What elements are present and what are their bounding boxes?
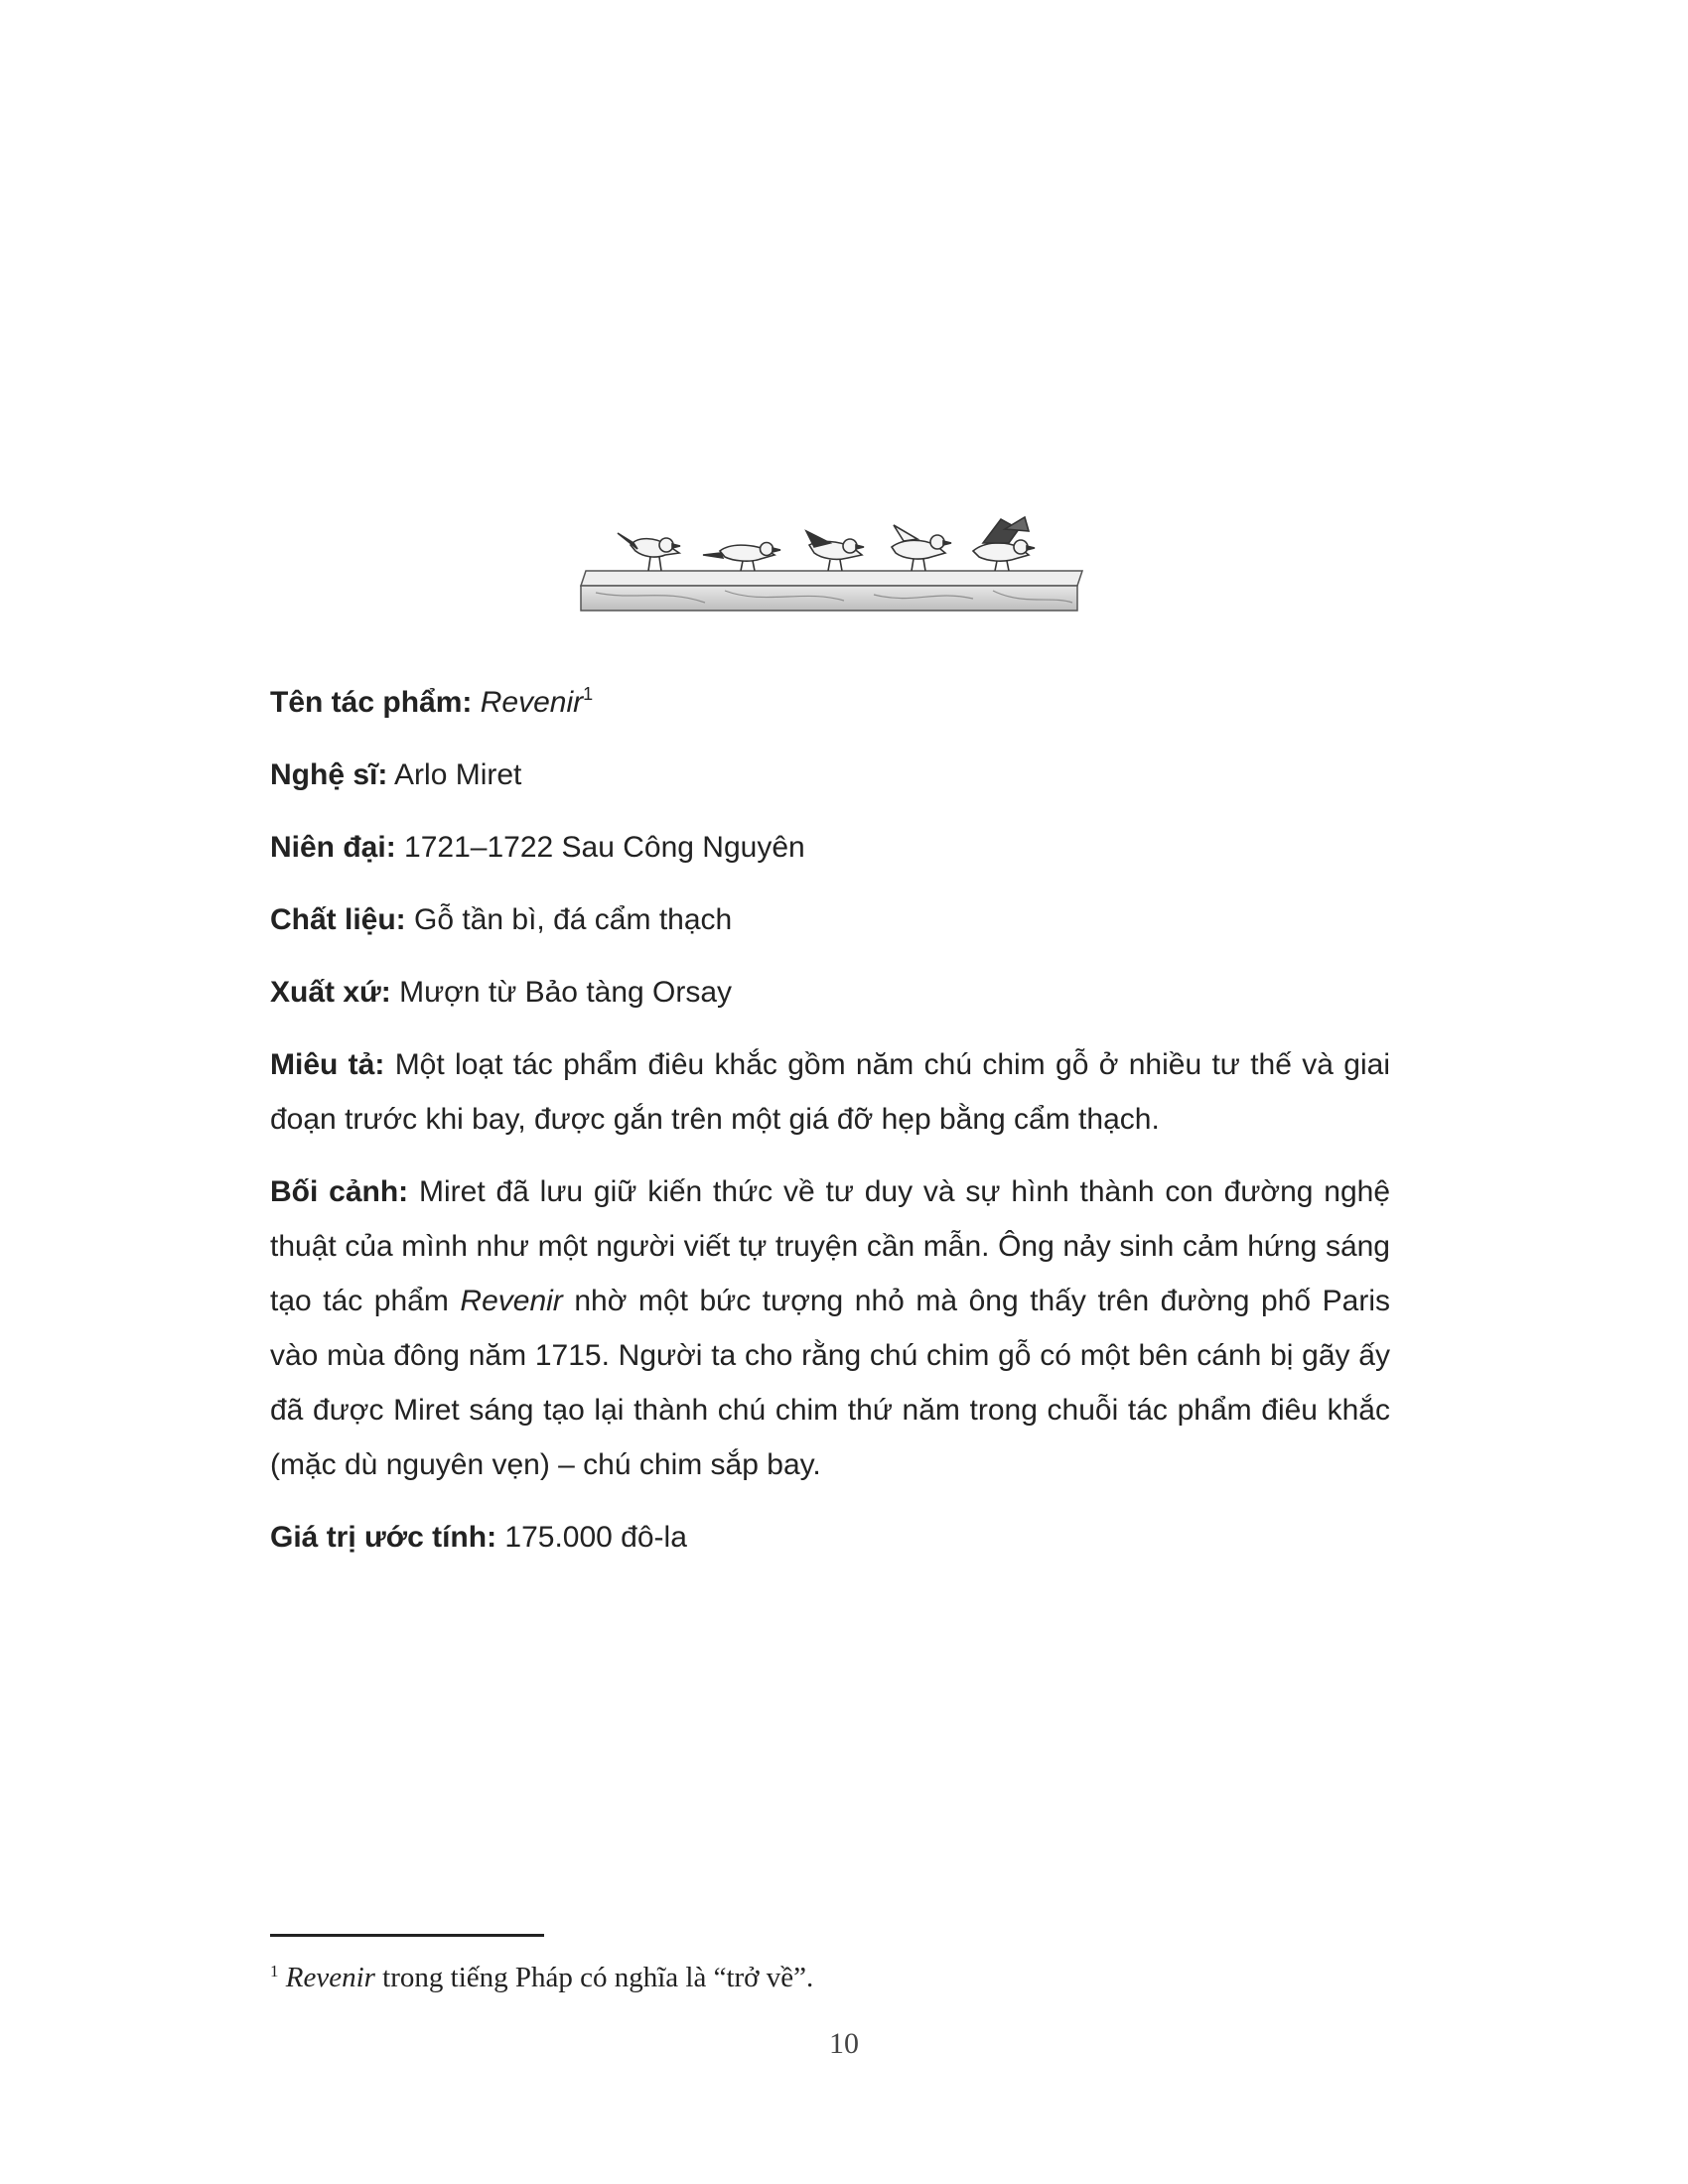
artist-label: Nghệ sĩ:: [270, 758, 388, 791]
material-label: Chất liệu:: [270, 903, 406, 936]
artwork-details: [270, 675, 1390, 1582]
title-field: [270, 675, 1390, 730]
footnote-number: 1: [270, 1962, 279, 1980]
context-label: Bối cảnh:: [270, 1175, 409, 1208]
context-field: [270, 1164, 1390, 1492]
footnote-divider: [270, 1934, 544, 1937]
footnote: [270, 1958, 1263, 1997]
estimated-value-label: Giá trị ước tính:: [270, 1521, 497, 1554]
birds-on-marble-stand-illustration: [576, 511, 1092, 615]
provenance-value: Mượn từ Bảo tàng Orsay: [399, 976, 733, 1009]
bird-5: [973, 517, 1035, 571]
page-number: 10: [829, 2027, 859, 2060]
title-label: Tên tác phẩm:: [270, 686, 473, 719]
date-field: [270, 820, 1390, 875]
bird-3: [806, 531, 864, 571]
context-title: Revenir: [460, 1285, 563, 1317]
date-label: Niên đại:: [270, 831, 396, 864]
footnote-text: trong tiếng Pháp có nghĩa là “trở về”.: [382, 1962, 814, 1993]
context-text-after: nhờ một bức tượng nhỏ mà ông thấy trên đường phố Paris vào mùa đông năm 1715. Người ta cho rằng chú chim gỗ có một bên cánh bị gãy ấy đã được Miret sáng tạo lại thành chú chim thứ năm trong chuỗi tác phẩm điêu khắc (mặc dù nguyên vẹn) – chú chim sắp bay.: [270, 1285, 1390, 1481]
bird-2: [703, 543, 780, 572]
footnote-term: Revenir: [285, 1962, 375, 1993]
footnote-reference[interactable]: 1: [583, 684, 594, 704]
description-field: [270, 1037, 1390, 1147]
bird-1: [618, 533, 680, 571]
estimated-value-field: [270, 1510, 1390, 1565]
artist-value: Arlo Miret: [394, 758, 522, 791]
marble-base: [581, 571, 1082, 611]
material-field: [270, 892, 1390, 947]
provenance-label: Xuất xứ:: [270, 976, 391, 1009]
context-text-before: Miret đã lưu giữ kiến thức về tư duy và sự hình thành con đường nghệ thuật của mình như một người viết tự truyện cần mẫn. Ông nảy sinh cảm hứng sáng tạo tác phẩm: [270, 1175, 1390, 1317]
artist-field: [270, 748, 1390, 802]
description-label: Miêu tả:: [270, 1048, 385, 1081]
date-value: 1721–1722 Sau Công Nguyên: [404, 831, 805, 864]
title-value: Revenir: [480, 686, 584, 719]
provenance-field: [270, 965, 1390, 1020]
material-value: Gỗ tần bì, đá cẩm thạch: [414, 903, 733, 936]
description-value: Một loạt tác phẩm điêu khắc gồm năm chú chim gỗ ở nhiều tư thế và giai đoạn trước khi bay, được gắn trên một giá đỡ hẹp bằng cẩm thạch.: [270, 1048, 1390, 1136]
bird-4: [892, 525, 951, 571]
estimated-value: 175.000 đô-la: [504, 1521, 687, 1554]
